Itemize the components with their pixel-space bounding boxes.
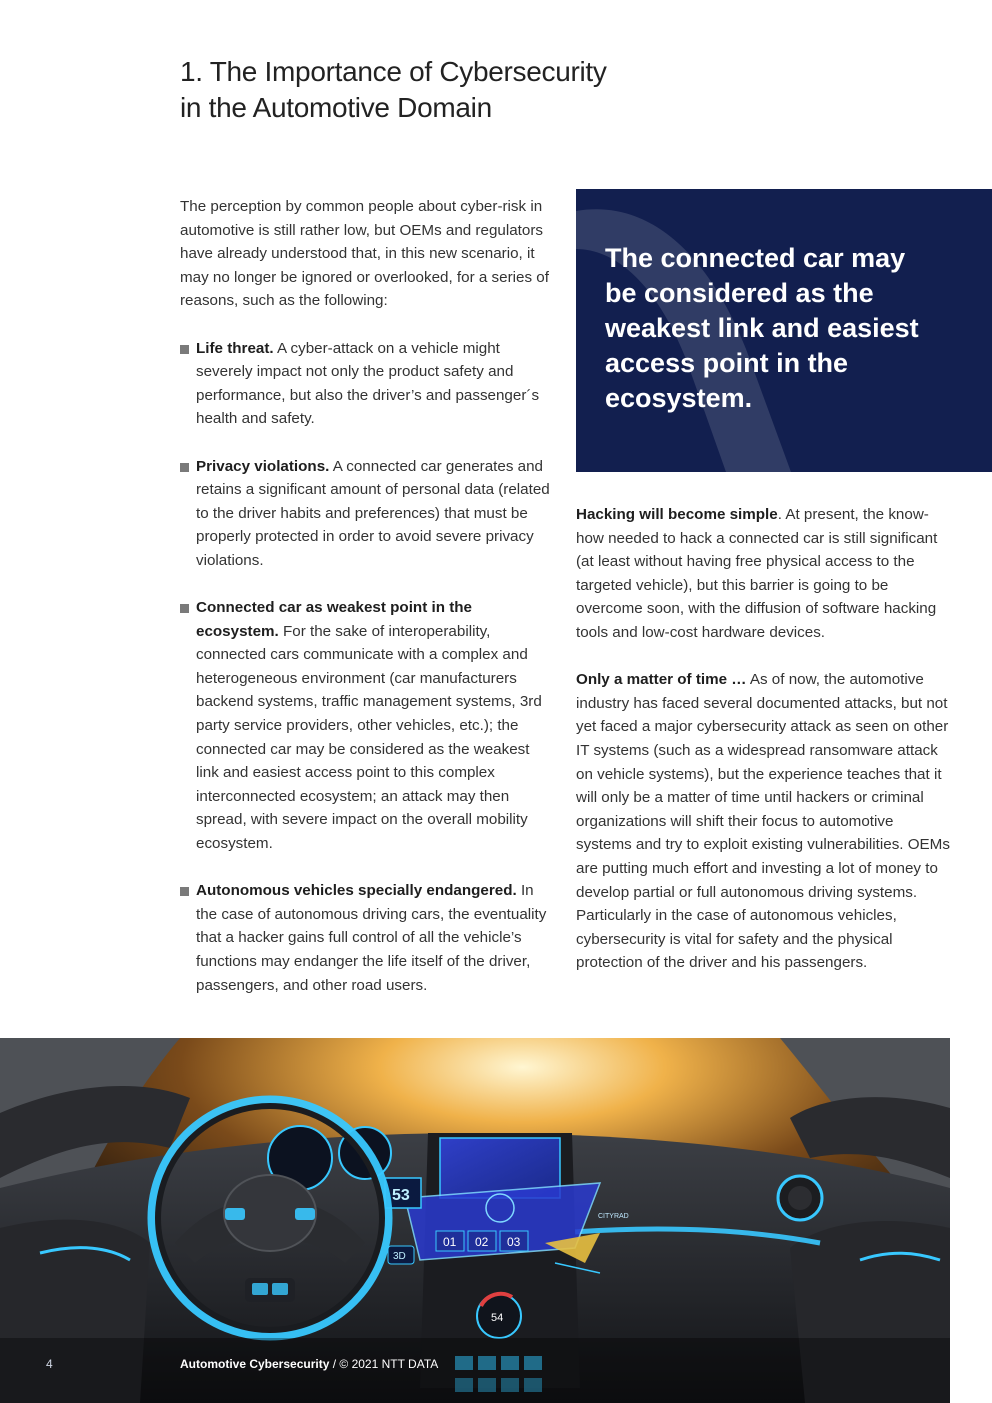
bullet-title: Connected car as weakest point in the ecosystem. — [196, 599, 472, 640]
square-bullet-icon — [180, 463, 189, 472]
reasons-list — [180, 337, 550, 998]
left-column — [180, 195, 550, 997]
bullet-text: A cyber-attack on a vehicle might severely impact not only the product safety and performance, but also the driver’s and passenger´s health and safety. — [196, 339, 540, 428]
right-paragraph — [576, 503, 952, 645]
square-bullet-icon — [180, 887, 189, 896]
page-number: 4 — [46, 1357, 53, 1371]
pull-quote-text: The connected car may be considered as the weakest link and easiest access point in the ecosystem. — [605, 243, 919, 413]
bullet-text: For the sake of interoperability, connected cars communicate with a complex and heterogeneous environment (car manufacturers backend systems, traffic management systems, 3rd party service providers, other vehicles, etc.); the connected car may be considered as the weakest link and easiest access point to this complex interconnected ecosystem; an attack may then spread, with severe impact on the overall mobility ecosystem. — [196, 622, 542, 853]
footer — [180, 1357, 438, 1371]
list-item — [180, 879, 550, 997]
title-line-1: 1. The Importance of Cybersecurity — [180, 56, 607, 87]
paragraph-text: As of now, the automotive industry has faced several documented attacks, but not yet faced a major cybersecurity attack as seen on other IT systems (such as a widespread ransomware attack on vehicle systems), but the experience teaches that it will only be a matter of time until hackers or criminal organizations will shift their focus to automotive systems and try to exploit existing vulnerabilities. OEMs are putting much effort and investing a lot of money to develop partial or full autonomous driving systems. Particularly in the case of autonomous vehicles, cybersecurity is vital for safety and the physical protection of the driver and his passengers. — [576, 671, 950, 972]
footer-title: Automotive Cybersecurity — [180, 1357, 330, 1371]
bullet-text: In the case of autonomous driving cars, the eventuality that a hacker gains full control of all the vehicle’s functions may endanger the life itself of the driver, passengers, and other road users. — [196, 882, 547, 994]
right-paragraph — [576, 668, 952, 975]
footer-separator: / — [329, 1357, 340, 1371]
bullet-title: Autonomous vehicles specially endangered. — [196, 882, 517, 900]
square-bullet-icon — [180, 345, 189, 354]
right-column — [576, 503, 952, 975]
intro-paragraph: The perception by common people about cyber-risk in automotive is still rather low, but OEMs and regulators have already understood that, in this new scenario, it may no longer be ignored or overlooked, for a series of reasons, such as the following: — [180, 198, 549, 310]
hud-gauge: 54 — [491, 1312, 504, 1324]
paragraph-title: Hacking will become simple — [576, 506, 778, 523]
list-item — [180, 596, 550, 856]
hud-tab-3: 03 — [507, 1235, 521, 1249]
bullet-title: Privacy violations. — [196, 457, 330, 475]
title-line-2: in the Automotive Domain — [180, 92, 492, 123]
list-item — [180, 337, 550, 431]
bullet-title: Life threat. — [196, 339, 274, 357]
bullet-text: A connected car generates and retains a significant amount of personal data (related to the driver habits and preferences) that must be properly protected in order to avoid severe privacy violations. — [196, 457, 550, 569]
page-title — [180, 54, 700, 126]
hud-tab-2: 02 — [475, 1235, 489, 1249]
paragraph-text: . At present, the know-how needed to hack a connected car is still significant (at least without having free physical access to the targeted vehicle), but this barrier is going to be overcome soon, with the diffusion of software hacking tools and low-cost hardware devices. — [576, 506, 938, 641]
square-bullet-icon — [180, 604, 189, 613]
car-dashboard-illustration — [0, 1038, 950, 1403]
hud-tab-1: 01 — [443, 1235, 457, 1249]
hud-mode: 3D — [393, 1251, 406, 1262]
hud-label: CITYRAD — [598, 1213, 629, 1220]
car-interior-photo — [0, 1038, 950, 1403]
footer-copyright: © 2021 NTT DATA — [339, 1357, 439, 1371]
paragraph-title: Only a matter of time … — [576, 671, 747, 689]
pull-quote-box — [576, 189, 992, 472]
hud-speed: 53 — [392, 1187, 410, 1204]
list-item — [180, 455, 550, 573]
